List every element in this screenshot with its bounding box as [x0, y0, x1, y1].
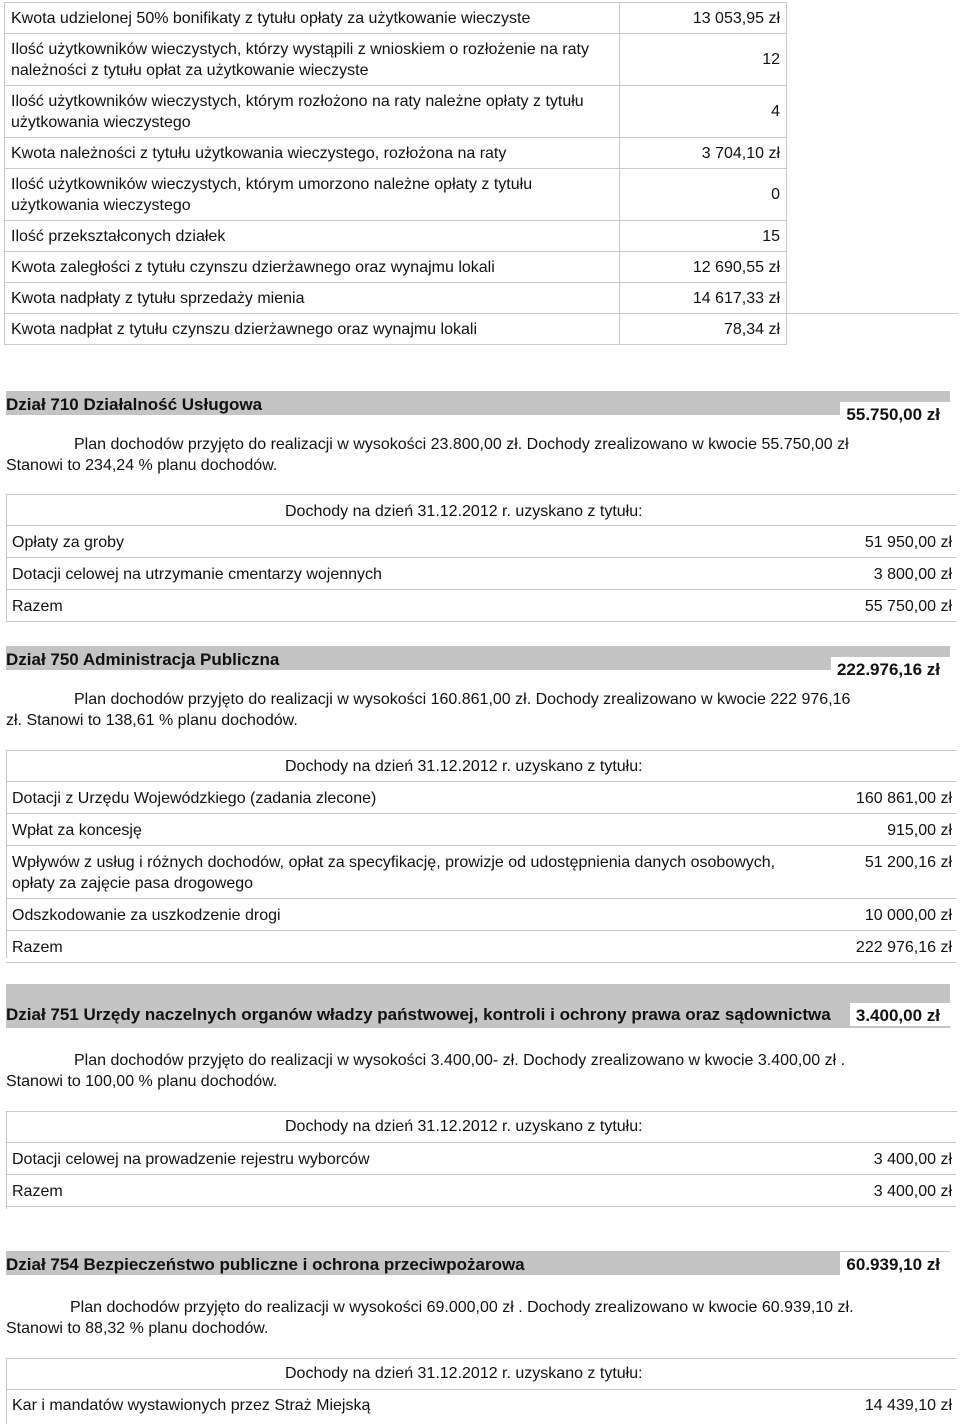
section-plan-text — [6, 434, 946, 476]
section-title: Dział 750 Administracja Publiczna — [6, 650, 280, 669]
income-title: Dochody na dzień 31.12.2012 r. uzyskano z tytułu: — [285, 1118, 643, 1135]
table-row — [6, 930, 956, 963]
row-value: 51 950,00 zł — [864, 534, 952, 551]
row-label: Kar i mandatów wystawionych przez Straż Miejską — [12, 1397, 371, 1414]
income-title: Dochody na dzień 31.12.2012 r. uzyskano z tytułu: — [285, 1365, 643, 1382]
row-value: 12 690,55 zł — [620, 252, 787, 283]
table-row — [5, 34, 958, 86]
row-value: 3 800,00 zł — [873, 566, 952, 583]
row-label: Kwota nadpłaty z tytułu sprzedaży mienia — [5, 283, 620, 314]
income-table-751 — [6, 1142, 956, 1207]
row-label: Ilość użytkowników wieczystych, którzy wystąpili z wnioskiem o rozłożenie na raty należności z tytułu opłat za użytkowanie wieczyste — [5, 34, 620, 86]
table-row — [5, 169, 958, 221]
table-row — [5, 221, 958, 252]
table-row — [6, 845, 956, 898]
row-label: Razem — [12, 1183, 63, 1200]
row-value: 13 053,95 zł — [620, 3, 787, 34]
section-header-751 — [6, 984, 950, 1028]
income-title: Dochody na dzień 31.12.2012 r. uzyskano z tytułu: — [285, 503, 643, 520]
table-row — [5, 314, 958, 345]
plan-line: Plan dochodów przyjęto do realizacji w wysokości 69.000,00 zł . Dochody zrealizowano w kwocie 60.939,10 zł. — [70, 1299, 854, 1316]
section-header-750 — [6, 646, 950, 679]
row-value: 12 — [620, 34, 787, 86]
income-table-754 — [6, 1389, 956, 1423]
row-label: Wpłat za koncesję — [12, 822, 142, 839]
row-label: Kwota należności z tytułu użytkowania wieczystego, rozłożona na raty — [5, 138, 620, 169]
row-label: Kwota nadpłat z tytułu czynszu dzierżawnego oraz wynajmu lokali — [5, 314, 620, 345]
section-amount: 222.976,16 zł — [831, 657, 950, 680]
row-value: 3 400,00 zł — [873, 1151, 952, 1168]
table-row — [6, 1142, 956, 1174]
row-value: 3 400,00 zł — [873, 1183, 952, 1200]
row-label: Dotacji celowej na prowadzenie rejestru wyborców — [12, 1151, 370, 1168]
table-row — [6, 557, 956, 589]
plan-line: Plan dochodów przyjęto do realizacji w wysokości 3.400,00- zł. Dochody zrealizowano w kwocie 3.400,00 zł . — [74, 1052, 846, 1069]
row-value: 4 — [620, 86, 787, 138]
income-table-710 — [6, 525, 956, 622]
table-row — [5, 3, 958, 34]
row-value: 160 861,00 zł — [855, 790, 952, 807]
table-row — [6, 781, 956, 813]
row-label: Wpływów z usług i różnych dochodów, opłat za specyfikację, prowizje od udostępnienia danych osobowych, opłaty za zajęcie pasa drogowego — [12, 854, 776, 892]
row-label: Ilość użytkowników wieczystych, którym rozłożono na raty należne opłaty z tytułu użytkowania wieczystego — [5, 86, 620, 138]
section-title: Dział 754 Bezpieczeństwo publiczne i ochrona przeciwpożarowa — [6, 1255, 525, 1274]
plan-line: Stanowi to 234,24 % planu dochodów. — [6, 457, 278, 474]
section-title: Dział 710 Działalność Usługowa — [6, 395, 263, 414]
row-value: 55 750,00 zł — [864, 598, 952, 615]
table-row — [6, 1389, 956, 1423]
section-title: Dział 751 Urzędy naczelnych organów władzy państwowej, kontroli i ochrony prawa oraz sądownictwa — [6, 1005, 831, 1024]
table-row — [6, 898, 956, 930]
section-amount: 55.750,00 zł — [840, 402, 950, 425]
row-value: 51 200,16 zł — [864, 854, 952, 871]
table-row — [6, 813, 956, 845]
section-plan-text — [6, 1297, 946, 1339]
section-plan-text — [6, 1050, 946, 1092]
income-table-750 — [6, 781, 956, 963]
row-value: 14 617,33 zł — [620, 283, 787, 314]
row-label: Razem — [12, 598, 63, 615]
row-value: 3 704,10 zł — [620, 138, 787, 169]
row-value: 78,34 zł — [620, 314, 787, 345]
table-row — [5, 138, 958, 169]
row-value: 10 000,00 zł — [864, 907, 952, 924]
plan-line: Stanowi to 88,32 % planu dochodów. — [6, 1320, 269, 1337]
row-label: Ilość użytkowników wieczystych, którym umorzono należne opłaty z tytułu użytkowania wieczystego — [5, 169, 620, 221]
table-row — [6, 1174, 956, 1207]
income-title: Dochody na dzień 31.12.2012 r. uzyskano z tytułu: — [285, 758, 643, 775]
section-amount: 3.400,00 zł — [850, 1003, 950, 1026]
row-label: Dotacji celowej na utrzymanie cmentarzy wojennych — [12, 566, 382, 583]
row-value: 14 439,10 zł — [864, 1397, 952, 1414]
table-row — [6, 525, 956, 557]
table-row — [5, 283, 958, 314]
row-value: 915,00 zł — [887, 822, 952, 839]
row-label: Ilość przekształconych działek — [5, 221, 620, 252]
table-row — [5, 86, 958, 138]
plan-line: Stanowi to 100,00 % planu dochodów. — [6, 1073, 278, 1090]
row-label: Odszkodowanie za uszkodzenie drogi — [12, 907, 281, 924]
row-label: Dotacji z Urzędu Wojewódzkiego (zadania zlecone) — [12, 790, 377, 807]
plan-line: Plan dochodów przyjęto do realizacji w wysokości 23.800,00 zł. Dochody zrealizowano w kwocie 55.750,00 zł — [74, 436, 849, 453]
table-row — [5, 252, 958, 283]
plan-line: Plan dochodów przyjęto do realizacji w wysokości 160.861,00 zł. Dochody zrealizowano w kwocie 222 976,16 — [74, 691, 851, 708]
plan-line: zł. Stanowi to 138,61 % planu dochodów. — [6, 712, 298, 729]
row-label: Razem — [12, 939, 63, 956]
top-summary-table — [4, 2, 958, 345]
row-value: 0 — [620, 169, 787, 221]
section-amount: 60.939,10 zł — [840, 1252, 950, 1275]
row-label: Kwota zaległości z tytułu czynszu dzierżawnego oraz wynajmu lokali — [5, 252, 620, 283]
table-row — [6, 589, 956, 622]
section-plan-text — [6, 689, 946, 731]
section-header-754 — [6, 1251, 950, 1275]
row-value: 222 976,16 zł — [855, 939, 952, 956]
row-value: 15 — [620, 221, 787, 252]
row-label: Opłaty za groby — [12, 534, 125, 551]
row-label: Kwota udzielonej 50% bonifikaty z tytułu opłaty za użytkowanie wieczyste — [5, 3, 620, 34]
section-header-710 — [6, 391, 950, 424]
